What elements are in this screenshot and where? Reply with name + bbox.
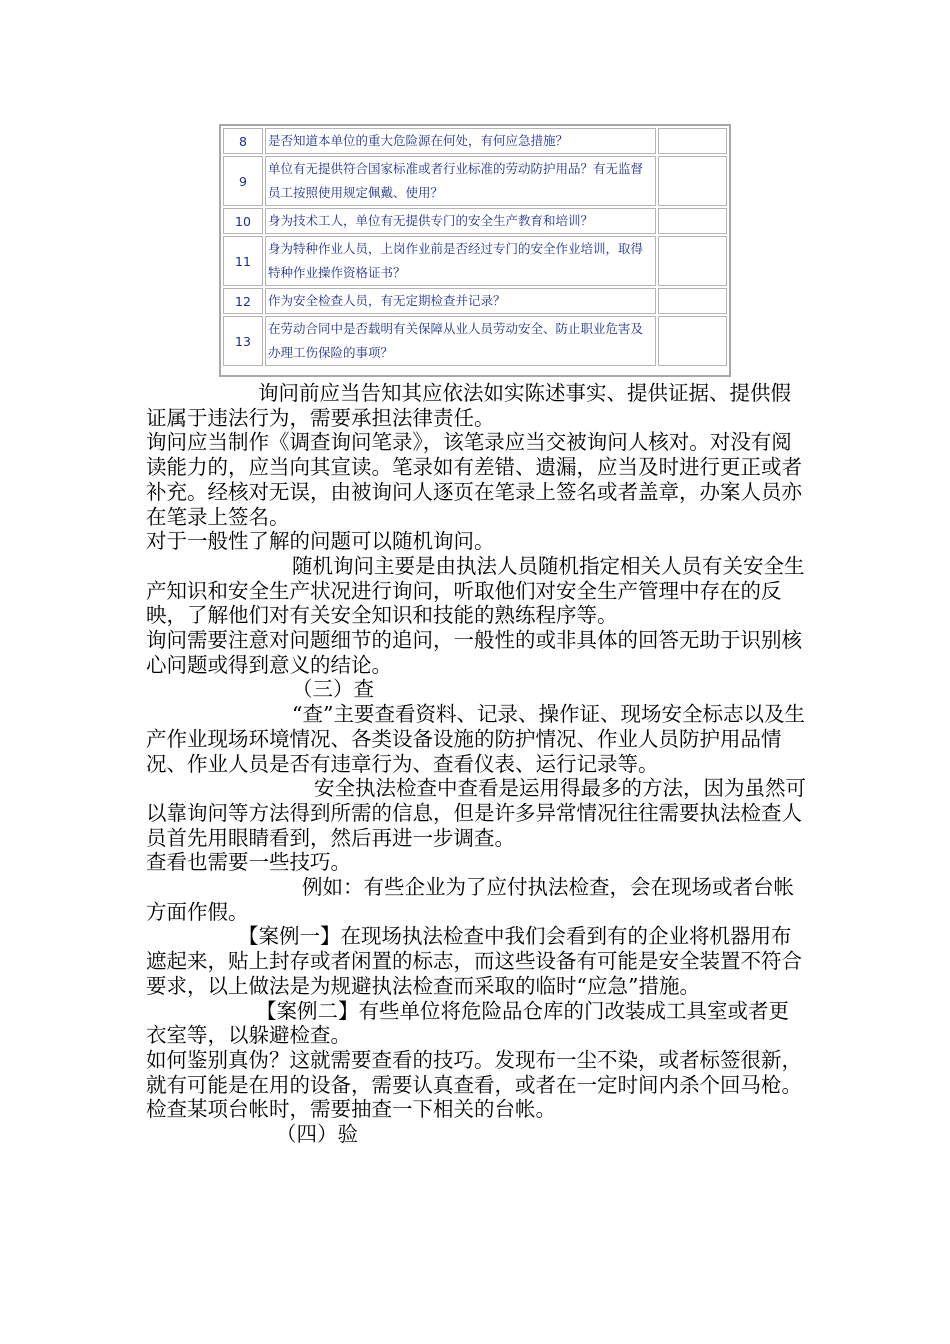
table-row bbox=[223, 156, 727, 206]
paragraph-example: 例如：有些企业为了应付执法检查，会在现场或者台帐方面作假。 bbox=[146, 875, 794, 924]
row-number: 8 bbox=[223, 128, 263, 154]
row-answer-cell bbox=[658, 128, 727, 154]
row-number: 13 bbox=[223, 316, 263, 366]
row-answer-cell bbox=[658, 236, 727, 286]
table-row bbox=[223, 316, 727, 366]
paragraph-random-inquiry: 对于一般性了解的问题可以随机询问。 bbox=[146, 529, 495, 554]
row-question: 身为特种作业人员，上岗作业前是否经过专门的安全作业培训，取得特种作业操作资格证书？ bbox=[265, 236, 656, 286]
section-heading-verify: （四）验 bbox=[276, 1122, 358, 1147]
table-row bbox=[223, 208, 727, 234]
table-row bbox=[223, 236, 727, 286]
paragraph-identify-truth: 如何鉴别真伪？这就需要查看的技巧。发现布一尘不染，或者标签很新，就有可能是在用的设备，需要认真查看，或者在一定时间内杀个回马枪。检查某项台帐时，需要抽查一下相关的台帐。 bbox=[146, 1047, 802, 1122]
table-row bbox=[223, 128, 727, 154]
checklist-table bbox=[219, 124, 731, 377]
paragraph-case-two: 【案例二】有些单位将危险品仓库的门改装成工具室或者更衣室等，以躲避检查。 bbox=[146, 998, 789, 1048]
document-body bbox=[146, 381, 806, 1147]
table-row bbox=[223, 288, 727, 314]
row-answer-cell bbox=[658, 208, 727, 234]
row-question: 在劳动合同中是否载明有关保障从业人员劳动安全、防止职业危害及办理工伤保险的事项？ bbox=[265, 316, 656, 366]
row-question: 是否知道本单位的重大危险源在何处，有何应急措施？ bbox=[265, 128, 656, 154]
paragraph-check-skill: 查看也需要一些技巧。 bbox=[146, 850, 351, 875]
row-number: 11 bbox=[223, 236, 263, 286]
row-question: 单位有无提供符合国家标准或者行业标准的劳动防护用品？有无监督员工按照使用规定佩戴、使用？ bbox=[265, 156, 656, 206]
paragraph-random-inquiry-detail: 随机询问主要是由执法人员随机指定相关人员有关安全生产知识和安全生产状况进行询问，听取他们对安全生产管理中存在的反映，了解他们对有关安全知识和技能的熟练程序等。 bbox=[146, 553, 805, 628]
section-heading-check: （三）查 bbox=[292, 677, 374, 702]
row-answer-cell bbox=[658, 156, 727, 206]
paragraph-check-method: 安全执法检查中查看是运用得最多的方法，因为虽然可以靠询问等方法得到所需的信息，但是许多异常情况往往需要执法检查人员首先用眼睛看到，然后再进一步调查。 bbox=[146, 776, 806, 850]
row-number: 9 bbox=[223, 156, 263, 206]
row-answer-cell bbox=[658, 316, 727, 366]
row-number: 12 bbox=[223, 288, 263, 314]
row-answer-cell bbox=[658, 288, 727, 314]
paragraph-inquiry-followup: 询问需要注意对问题细节的追问，一般性的或非具体的回答无助于识别核心问题或得到意义的结论。 bbox=[146, 628, 802, 677]
row-question: 作为安全检查人员，有无定期检查并记录？ bbox=[265, 288, 656, 314]
row-number: 10 bbox=[223, 208, 263, 234]
paragraph-case-one: 【案例一】在现场执法检查中我们会看到有的企业将机器用布遮起来，贴上封存或者闲置的标志，而这些设备有可能是安全装置不符合要求，以上做法是为规避执法检查而采取的临时“应急”措施。 bbox=[146, 924, 802, 998]
paragraph-inquiry-record: 询问应当制作《调查询问笔录》，该笔录应当交被询问人核对。对没有阅读能力的，应当向其宣读。笔录如有差错、遗漏，应当及时进行更正或者补充。经核对无误，由被询问人逐页在笔录上签名或者盖章，办案人员亦在笔录上签名。 bbox=[146, 430, 802, 529]
paragraph-check-scope: “查”主要查看资料、记录、操作证、现场安全标志以及生产作业现场环境情况、各类设备设施的防护情况、作业人员防护用品情况、作业人员是否有违章行为、查看仪表、运行记录等。 bbox=[146, 702, 805, 776]
row-question: 身为技术工人，单位有无提供专门的安全生产教育和培训？ bbox=[265, 208, 656, 234]
paragraph-inquiry-notice: 询问前应当告知其应依法如实陈述事实、提供证据、提供假证属于违法行为，需要承担法律责任。 bbox=[146, 381, 791, 430]
